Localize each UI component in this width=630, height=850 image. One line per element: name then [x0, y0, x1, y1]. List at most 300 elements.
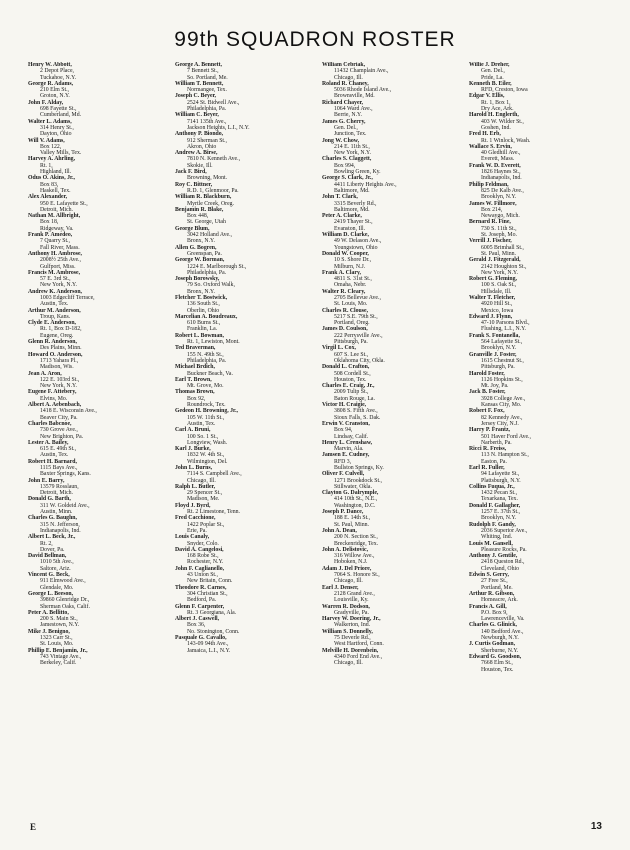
member-name: Earl J. Denser, [322, 584, 359, 591]
member-address-line: 13579 Rosslaun, [40, 483, 79, 490]
roster-entry [175, 194, 316, 207]
roster-entry [469, 257, 610, 276]
member-address-line: 6005 Brimhall St., [481, 244, 524, 251]
member-address-line: 314 Henry St., [40, 124, 74, 131]
member-address-line: Youngstown, Ohio [334, 244, 378, 251]
member-name: William T. Bennett, [175, 80, 224, 87]
member-address-line: Brooklyn, N.Y. [481, 194, 517, 201]
roster-entry [469, 503, 610, 522]
member-name: Robert F. Fox, [469, 408, 505, 415]
member-address-line: Chicago, Ill. [334, 578, 363, 585]
member-address-line: 4920 Hill St., [481, 301, 513, 308]
member-address-line: Madison, Wis. [40, 364, 74, 371]
member-address-line: 27 Free St., [481, 578, 508, 585]
member-address-line: Rt. 1, [40, 162, 53, 169]
member-address-line: Sioux Falls, S. Dak. [334, 414, 381, 421]
roster-entry [175, 515, 316, 534]
member-address-line: Pleasure Rocks, Pa. [481, 546, 527, 553]
member-address-line: Junction, Tex. [334, 131, 367, 138]
member-address-line: Louisville, Ky. [334, 597, 369, 604]
member-name: Donald F. Gallagher, [469, 502, 521, 509]
roster-entry [28, 308, 169, 321]
member-address-line: Plattsburgh, N.Y. [481, 477, 521, 484]
member-name: Edward G. Goodson, [469, 653, 522, 660]
roster-entry [175, 604, 316, 617]
member-address-line: Bronx, N.Y. [187, 288, 215, 295]
member-address-line: Easton, Pa. [481, 458, 507, 465]
roster-entry [469, 604, 610, 623]
member-name: John E. Barry, [28, 477, 65, 484]
member-address-line: Marvin, Ala. [334, 446, 364, 453]
member-address-line: Baton Rouge, La. [334, 395, 375, 402]
member-address-line: 47-10 Parsons Blvd., [481, 320, 530, 327]
member-address-line: Akron, Ohio [187, 143, 217, 150]
member-address-line: RFD 3, [334, 458, 352, 465]
member-address-line: Baltimore, Md. [334, 206, 370, 213]
roster-entry [28, 478, 169, 497]
roster-entry [175, 635, 316, 654]
member-name: Jack F. Bird, [175, 169, 207, 176]
member-address-line: Everett, Mass. [481, 156, 515, 163]
roster-entry [469, 522, 610, 541]
member-name: Charles E. Craig, Jr., [322, 383, 375, 390]
member-name: Victor H. Craigie, [322, 402, 367, 409]
member-name: William S. Donnelly, [322, 628, 373, 635]
member-address-line: Portland, Oreg. [334, 320, 370, 327]
member-address-line: 1323 Carr St., [40, 635, 73, 642]
member-name: Eugene F. Attebery, [28, 389, 77, 396]
member-name: Jack B. Foster, [469, 389, 506, 396]
roster-entry [28, 320, 169, 339]
member-address-line: St. Joseph, Mo. [481, 232, 517, 239]
member-address-line: Troup, Kans. [40, 313, 71, 320]
member-name: Louis M. Gansell, [469, 540, 513, 547]
member-address-line: 508 Cordell St., [334, 370, 371, 377]
member-address-line: Buckner Beach, Va. [187, 370, 233, 377]
roster-entry [28, 534, 169, 553]
member-address-line: Tuckahoe, N.Y. [40, 74, 77, 81]
member-address-line: Chicago, Ill. [334, 660, 363, 667]
member-address-line: 1257 E. 37th St., [481, 509, 520, 516]
member-address-line: 5217 S.E. 79th St., [334, 313, 378, 320]
member-name: Harold H. Englerth, [469, 112, 519, 119]
member-address-line: 698 Fayette St., [40, 106, 77, 113]
member-address-line: 2036 Superior Ave., [481, 527, 528, 534]
member-address-line: Pittsburgh, Pa. [334, 339, 368, 346]
roster-entry [28, 251, 169, 270]
member-address-line: Normangee, Tex. [187, 87, 227, 94]
member-name: Andrew A. Birse, [175, 150, 218, 157]
roster-entry [322, 440, 463, 453]
member-address-line: 82 Kennedy Ave., [481, 414, 523, 421]
member-address-line: 730 S. 11th St., [481, 225, 517, 232]
member-name: Harold Foster, [469, 370, 505, 377]
member-name: Peter A. Clarke, [322, 213, 362, 220]
member-name: Verrill J. Fischer, [469, 238, 512, 245]
member-address-line: Gen. Del., [334, 124, 358, 131]
member-name: Jean A. Aron, [28, 370, 62, 377]
member-address-line: Jackson Heights, L.I., N.Y. [187, 124, 250, 131]
member-address-line: Brooklyn, N.Y. [481, 515, 517, 522]
member-name: Albert L. Beck, Jr., [28, 534, 76, 541]
footer-mark: E [30, 822, 37, 832]
roster-entry [469, 62, 610, 81]
roster-column-3 [322, 62, 463, 814]
member-address-line: P.O. Box 9, [481, 609, 508, 616]
roster-entry [469, 371, 610, 390]
member-name: Karl J. Burke, [175, 446, 211, 453]
member-address-line: 610 Burns St., [187, 320, 221, 327]
member-address-line: Dry Ace, Ark. [481, 106, 514, 113]
member-name: Gedeon H. Browning, Jr., [175, 408, 238, 415]
roster-entry [175, 131, 316, 150]
roster-entry [322, 402, 463, 421]
member-name: Ricci R. Freiss, [469, 446, 507, 453]
member-name: Walter L. Adams, [28, 118, 72, 125]
roster-entry [28, 648, 169, 667]
member-address-line: Indianapolis, Ind. [481, 175, 522, 182]
roster-entry [322, 62, 463, 81]
member-address-line: Sherman Oaks, Calif. [40, 603, 90, 610]
member-name: Warren R. Dodson, [322, 603, 370, 610]
member-address-line: Narberth, Pa. [481, 439, 512, 446]
member-address-line: 39860 Glenridge Dr., [40, 597, 90, 604]
roster-entry [469, 427, 610, 446]
member-address-line: Austin, Tex. [40, 301, 69, 308]
member-name: Rudolph F. Gandy, [469, 521, 516, 528]
member-name: Robert H. Barnard, [28, 458, 77, 465]
member-name: James G. Cherry, [322, 118, 366, 125]
member-address-line: 315 N. Jefferson, [40, 521, 80, 528]
member-address-line: Chicago, Ill. [334, 74, 363, 81]
member-name: Floyd J. Byrd, [175, 502, 211, 509]
member-name: Fred Cacchione, [175, 515, 216, 522]
roster-entry [322, 471, 463, 490]
member-address-line: 564 Lafayette St., [481, 339, 523, 346]
member-name: Joseph P. Dance, [322, 509, 364, 516]
member-address-line: St. Paul, Minn. [334, 521, 369, 528]
member-address-line: Franklin, La. [187, 326, 218, 333]
member-address-line: 11432 Champlain Ave., [334, 68, 389, 75]
member-address-line: Kansas City, Mo. [481, 402, 522, 409]
member-address-line: 143-09 94th Ave., [187, 641, 229, 648]
roster-entry [469, 219, 610, 238]
member-address-line: New Britain, Conn. [187, 578, 233, 585]
member-name: Philip Feldman, [469, 181, 509, 188]
member-name: Charles S. Claggett, [322, 156, 372, 163]
member-address-line: 210 Elm St., [40, 87, 69, 94]
member-name: Will V. Adams, [28, 137, 65, 144]
member-address-line: Jamestown, N.Y. [40, 622, 80, 629]
roster-entry [322, 232, 463, 251]
roster-entry [175, 207, 316, 226]
member-address-line: 2419 Thayer St., [334, 219, 373, 226]
member-address-line: New York, N.Y. [40, 282, 77, 289]
member-name: Charles Babcnoe, [28, 420, 72, 427]
member-name: Wallace S. Ervin, [469, 143, 512, 150]
member-address-line: Rt. 1, Box 1, [481, 99, 511, 106]
member-address-line: New Brighton, Pa. [40, 433, 84, 440]
member-address-line: 1115 Bays Ave., [40, 465, 78, 471]
member-address-line: Baltimore, Md. [334, 187, 370, 194]
member-address-line: 222 Perrysville Ave., [334, 332, 383, 339]
roster-entry [175, 257, 316, 276]
member-address-line: 136 South St., [187, 301, 220, 308]
member-address-line: 49 W. Delason Ave., [334, 238, 382, 245]
member-address-line: 911 Elmwood Ave., [40, 578, 86, 585]
member-address-line: 29 Spencer St., [187, 490, 223, 497]
member-name: Lester A. Bailey, [28, 439, 69, 446]
roster-entry [469, 314, 610, 333]
member-name: George L. Beeson, [28, 590, 74, 597]
member-name: John L. Burns, [175, 465, 213, 471]
roster-entry [322, 270, 463, 289]
member-address-line: Browning, Mont. [187, 175, 228, 182]
member-name: John F. Alday, [28, 99, 64, 106]
member-address-line: 40 Gledhill Ave., [481, 150, 521, 157]
member-address-line: Haskell, Tex. [40, 187, 71, 194]
member-name: Allen G. Bogren, [175, 244, 217, 251]
member-name: William Cebriak, [322, 62, 366, 68]
member-name: Edward J. Flynn, [469, 313, 513, 320]
roster-entry [28, 100, 169, 119]
member-address-line: Box 92, [187, 395, 206, 402]
member-address-line: Washington, D.C. [334, 502, 376, 509]
member-address-line: Des Plains, Minn. [40, 345, 82, 352]
roster-entry [28, 81, 169, 100]
member-address-line: Pittsburgh, Pa. [481, 364, 515, 371]
member-name: George W. Borman, [175, 257, 225, 264]
member-address-line: Box 122, [40, 143, 62, 150]
member-address-line: 57 E. 3rd St., [40, 276, 71, 283]
member-address-line: New York, N.Y. [481, 269, 518, 276]
roster-entry [28, 371, 169, 390]
member-address-line: Box 214, [481, 206, 503, 213]
roster-entry [469, 541, 610, 554]
member-address-line: RFD, Creston, Iowa [481, 87, 528, 94]
member-name: Harry P. Frantz, [469, 427, 510, 434]
member-name: Alex Alexander, [28, 194, 68, 201]
member-address-line: Jersey City, N.J. [481, 420, 519, 427]
member-address-line: 607 S. Lee St., [334, 351, 369, 358]
roster-entry [175, 534, 316, 547]
member-address-line: Rt. 2, [40, 540, 53, 547]
member-name: Anthony H. Ambrose, [28, 250, 83, 257]
member-name: Roy C. Bittner, [175, 181, 213, 188]
roster-entry [175, 169, 316, 182]
member-name: Kenneth B. Eiler, [469, 80, 512, 87]
roster-entry [322, 547, 463, 566]
roster-entry [28, 270, 169, 289]
member-name: Vincent G. Beck, [28, 572, 70, 579]
member-address-line: 140 Bedford Ave., [481, 628, 524, 635]
member-name: Ted Braverman, [175, 345, 216, 352]
roster-entry [322, 528, 463, 547]
roster-entry [175, 112, 316, 131]
roster-entry [322, 213, 463, 232]
member-address-line: Dayton, Ohio [40, 131, 72, 138]
member-address-line: Snyder, Colo. [187, 540, 219, 547]
member-address-line: 912 Sherman St., [187, 137, 227, 144]
member-address-line: Jamaica, L.I., N.Y. [187, 647, 231, 654]
roster-entry [28, 572, 169, 591]
member-address-line: 3042 Holland Ave., [187, 232, 232, 239]
member-address-line: Rochester, N.Y. [187, 559, 224, 566]
roster-entry [28, 289, 169, 308]
member-address-line: New York, N.Y. [334, 150, 371, 157]
member-name: Bernard R. Fine, [469, 219, 511, 226]
member-name: Albert J. Caswell, [175, 616, 220, 623]
member-address-line: Madison, Me. [187, 496, 220, 503]
roster-entry [175, 408, 316, 427]
member-address-line: R.D. 1, Glenmoor, Pa. [187, 187, 239, 194]
member-address-line: Houston, Tex. [334, 376, 367, 383]
member-address-line: Bedford, Pa. [187, 597, 217, 604]
roster-entry [175, 226, 316, 245]
member-address-line: Mt. Grove, Mo. [187, 383, 224, 390]
member-address-line: So. Portland, Me. [187, 74, 228, 81]
member-name: Pasquale G. Cavallo, [175, 635, 227, 642]
member-name: Donald L. Crafton, [322, 364, 370, 371]
member-name: Benjamin R. Blake, [175, 206, 224, 213]
roster-entry [28, 175, 169, 194]
member-address-line: 188 E. 14th St., [334, 515, 371, 522]
member-name: Frank W. D. Everett, [469, 162, 521, 169]
member-address-line: Oberlin, Ohio [187, 307, 220, 314]
roster-entry [322, 138, 463, 157]
member-name: Joseph Borowsky, [175, 276, 220, 283]
member-address-line: West Hartford, Conn. [334, 641, 384, 648]
member-name: Walter R. Cleary, [322, 288, 366, 295]
member-name: Frank P. Amedeo, [28, 232, 73, 239]
member-address-line: Newburgh, N.Y. [481, 635, 519, 642]
member-address-line: 730 Grove Ave., [40, 427, 78, 434]
member-address-line: 2705 Bellevue Ave., [334, 294, 381, 301]
member-address-line: New York, N.Y. [40, 383, 77, 390]
roster-entry [28, 119, 169, 138]
roster-entry [469, 641, 610, 654]
member-address-line: Rt. 3 Georgiana, Ala. [187, 609, 237, 616]
member-address-line: Bowling Green, Ky. [334, 169, 381, 176]
member-address-line: Dover, Pa. [40, 546, 65, 553]
roster-entry [175, 81, 316, 94]
member-address-line: Baxter Springs, Kans. [40, 471, 91, 478]
roster-entry [28, 459, 169, 478]
roster-entry [28, 629, 169, 648]
roster-entry [28, 352, 169, 371]
member-address-line: Rt. 1, Lewiston, Mont. [187, 339, 240, 346]
roster-entry [322, 156, 463, 175]
member-address-line: Sherburne, N.Y. [481, 647, 519, 654]
member-address-line: 2009 Tulip St., [334, 389, 369, 396]
member-address-line: Highland, Ill. [40, 169, 72, 176]
roster-entry [322, 345, 463, 364]
member-address-line: Greenspan, Pa. [187, 250, 222, 257]
member-name: Virgil L. Cox, [322, 345, 356, 352]
member-address-line: 75 Deverle Rd., [334, 635, 371, 642]
roster-entry [469, 654, 610, 673]
member-address-line: Milburn, N.J. [334, 263, 366, 270]
page-number: 13 [590, 821, 602, 832]
member-address-line: Beaver City, Pa. [40, 414, 78, 421]
member-name: Glenn R. Anderson, [28, 339, 77, 346]
roster-column-4 [469, 62, 610, 814]
roster-entry [175, 333, 316, 346]
member-address-line: 2418 Queston Rd., [481, 559, 525, 566]
member-name: Andrew K. Anderson, [28, 288, 83, 295]
member-name: Albert A. Aebenbach, [28, 402, 82, 409]
member-name: Phillip E. Benjamin, Jr., [28, 647, 88, 654]
roster-column-2 [175, 62, 316, 814]
member-address-line: 1224 E. Marlborough St., [187, 263, 247, 270]
member-address-line: 1271 Brookdock St., [334, 477, 382, 484]
member-address-line: Omaha, Nebr. [334, 282, 367, 289]
roster-entry [469, 238, 610, 257]
member-address-line: Mexico, Iowa [481, 307, 514, 314]
roster-entry [322, 100, 463, 119]
member-address-line: 113 N. Hampton St., [481, 452, 529, 459]
member-address-line: Gen. Del., [481, 68, 505, 75]
member-address-line: 1126 Hopkins St., [481, 376, 523, 383]
roster-entry [175, 150, 316, 169]
roster-entry [28, 138, 169, 157]
member-name: Richard Chayer, [322, 99, 364, 106]
roster-entry [322, 490, 463, 509]
member-name: Clyde E. Anderson, [28, 320, 76, 327]
member-name: William R. Blackburn, [175, 194, 232, 201]
member-address-line: Elvins, Mo. [40, 395, 68, 402]
member-name: Mike J. Benigno, [28, 628, 70, 635]
roster-entry [175, 345, 316, 364]
member-name: George Blum, [175, 225, 210, 232]
member-address-line: Box 18, [40, 219, 59, 226]
roster-entry [322, 585, 463, 604]
member-name: George S. Clark, Jr., [322, 175, 373, 182]
member-name: Nathan M. Allbright, [28, 213, 81, 220]
roster-entry [175, 566, 316, 585]
member-name: J. Curtis Godman, [469, 641, 516, 648]
member-address-line: Erie, Pa. [187, 527, 207, 534]
member-address-line: 79 So. Oxford Walk, [187, 282, 235, 289]
member-address-line: Box 994, [334, 162, 356, 169]
member-name: Henry L. Crenshaw, [322, 439, 373, 446]
member-address-line: 3808 S. Fifth Ave., [334, 408, 378, 415]
roster-entry [175, 182, 316, 195]
member-address-line: Homeacre, Ark. [481, 597, 518, 604]
roster-entry [322, 175, 463, 194]
member-address-line: 214 E. 11th St., [334, 143, 370, 150]
member-address-line: 7 Bennett St., [187, 68, 219, 75]
roster-entry [175, 503, 316, 516]
member-name: Michael Brdich, [175, 364, 215, 371]
member-name: Donald G. Barth, [28, 496, 71, 503]
member-address-line: Pride, La. [481, 74, 504, 81]
member-name: Odus O. Akins, Jr., [28, 175, 75, 182]
roster-entry [469, 276, 610, 295]
roster-entry [469, 295, 610, 314]
member-address-line: Brooklyn, N.Y. [481, 345, 517, 352]
member-address-line: 7141 135th Ave., [187, 118, 227, 125]
member-name: Anthony P. Biondo, [175, 131, 224, 138]
roster-entry [175, 484, 316, 503]
member-name: Adam J. Del Priore, [322, 565, 372, 572]
roster-entry [175, 446, 316, 465]
member-name: George A. Bennett, [175, 62, 223, 68]
member-address-line: Bronx, N.Y. [187, 238, 215, 245]
member-address-line: Portland, Me. [481, 584, 513, 591]
member-address-line: Lawrenceville, Va. [481, 616, 525, 623]
member-address-line: Cumberland, Md. [40, 112, 82, 119]
